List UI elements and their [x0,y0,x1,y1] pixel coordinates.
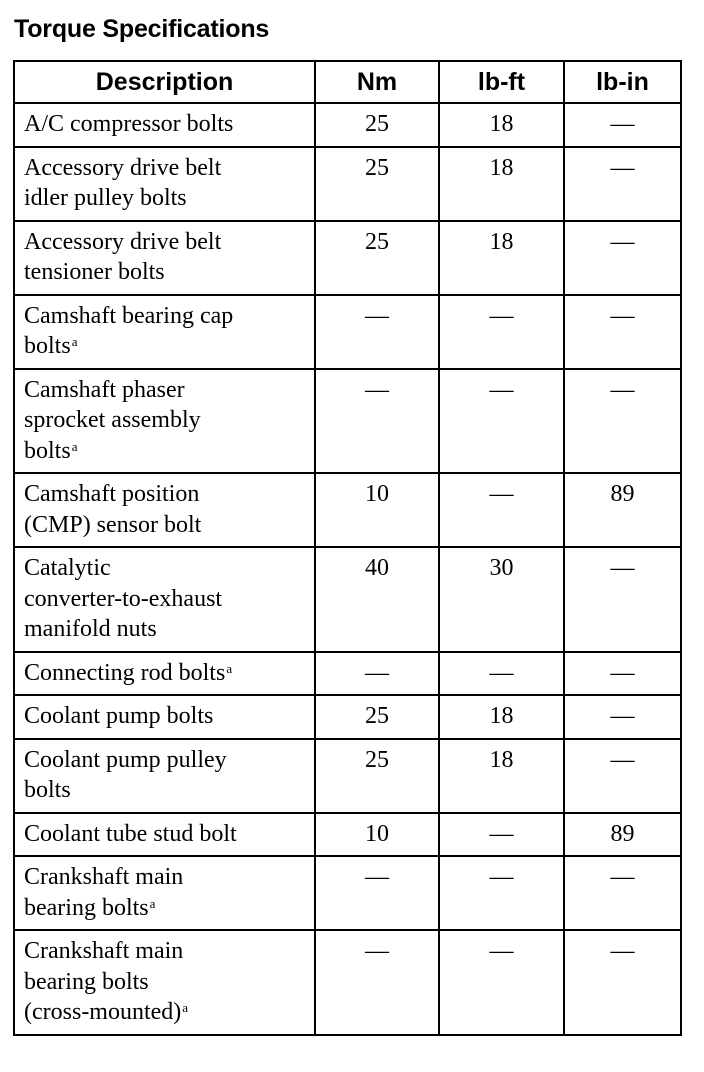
description-line: bearing bolts [24,968,149,995]
lb-in-cell: — [564,652,681,696]
table-header-row [14,61,681,103]
description-line: manifold nuts [24,616,157,642]
description-line: Crankshaft main [24,938,184,964]
description-cell [14,856,315,930]
lb-in-cell: — [564,147,681,221]
description-line: Catalytic [24,555,111,581]
description-line: Accessory drive belt [24,154,222,181]
footnote-marker: a [226,660,233,676]
lb-ft-cell: — [439,369,564,474]
lb-ft-cell: 18 [439,147,564,221]
lb-ft-cell: 18 [439,221,564,295]
lb-ft-cell: — [439,813,564,857]
description-line: Coolant tube stud bolt [24,820,237,847]
table-row [14,147,681,221]
nm-cell: — [315,369,439,474]
nm-cell: 25 [315,103,439,147]
description-cell [14,369,315,474]
description-line: (CMP) sensor bolt [24,511,202,538]
nm-cell: 10 [315,473,439,547]
description-cell [14,547,315,652]
description-line: idler pulley bolts [24,185,187,211]
table-row [14,930,681,1035]
lb-ft-cell: — [439,652,564,696]
lb-ft-cell: — [439,930,564,1035]
torque-spec-table [13,60,682,1036]
lb-in-cell: — [564,695,681,739]
description-line: Crankshaft main [24,864,184,890]
table-row [14,369,681,474]
description-cell [14,739,315,813]
lb-in-cell: 89 [564,473,681,547]
description-cell [14,221,315,295]
lb-ft-cell: — [439,473,564,547]
table-row [14,856,681,930]
description-cell [14,473,315,547]
description-cell [14,930,315,1035]
table-row [14,221,681,295]
description-line: Camshaft bearing cap [24,302,234,329]
column-header-lb-in: lb-in [564,61,681,103]
lb-in-cell: 89 [564,813,681,857]
description-line: bolts [24,777,71,803]
description-cell [14,295,315,369]
description-line: Camshaft position [24,481,200,507]
lb-ft-cell: 30 [439,547,564,652]
nm-cell: — [315,295,439,369]
page-title: Torque Specifications [14,15,270,43]
footnote-marker: a [182,1000,189,1015]
nm-cell: — [315,652,439,696]
nm-cell: 25 [315,739,439,813]
table-body [14,103,681,1035]
lb-ft-cell: 18 [439,103,564,147]
description-line: bolts [24,437,71,464]
lb-ft-cell: — [439,856,564,930]
column-header-description: Description [14,61,315,103]
lb-ft-cell: — [439,295,564,369]
description-cell [14,147,315,221]
nm-cell: — [315,856,439,930]
table-row [14,295,681,369]
description-line: Camshaft phaser [24,376,185,403]
description-line: bolts [24,333,71,359]
lb-in-cell: — [564,930,681,1035]
description-cell [14,813,315,857]
table-row [14,739,681,813]
description-line: Coolant pump pulley [24,746,227,773]
description-line: bearing bolts [24,894,149,921]
description-line: Accessory drive belt [24,228,222,255]
nm-cell: 40 [315,547,439,652]
description-line: Coolant pump bolts [24,703,214,729]
footnote-marker: a [71,438,78,454]
description-cell [14,103,315,147]
description-cell [14,652,315,696]
lb-in-cell: — [564,369,681,474]
footnote-marker: a [149,895,156,911]
lb-in-cell: — [564,547,681,652]
description-line: tensioner bolts [24,259,165,285]
lb-ft-cell: 18 [439,739,564,813]
lb-ft-cell: 18 [439,695,564,739]
nm-cell: 25 [315,221,439,295]
table-row [14,813,681,857]
table-row [14,473,681,547]
column-header-lb-ft: lb-ft [439,61,564,103]
nm-cell: 25 [315,695,439,739]
description-line: (cross-mounted) [24,999,182,1025]
description-line: sprocket assembly [24,407,201,433]
table-row [14,695,681,739]
table-row [14,547,681,652]
table-row [14,103,681,147]
description-line: A/C compressor bolts [24,111,234,137]
nm-cell: 25 [315,147,439,221]
table-row [14,652,681,696]
lb-in-cell: — [564,221,681,295]
description-line: Connecting rod bolts [24,659,226,686]
column-header-nm: Nm [315,61,439,103]
lb-in-cell: — [564,739,681,813]
lb-in-cell: — [564,103,681,147]
description-line: converter-to-exhaust [24,585,223,612]
nm-cell: — [315,930,439,1035]
nm-cell: 10 [315,813,439,857]
description-cell [14,695,315,739]
footnote-marker: a [71,334,78,349]
lb-in-cell: — [564,295,681,369]
lb-in-cell: — [564,856,681,930]
